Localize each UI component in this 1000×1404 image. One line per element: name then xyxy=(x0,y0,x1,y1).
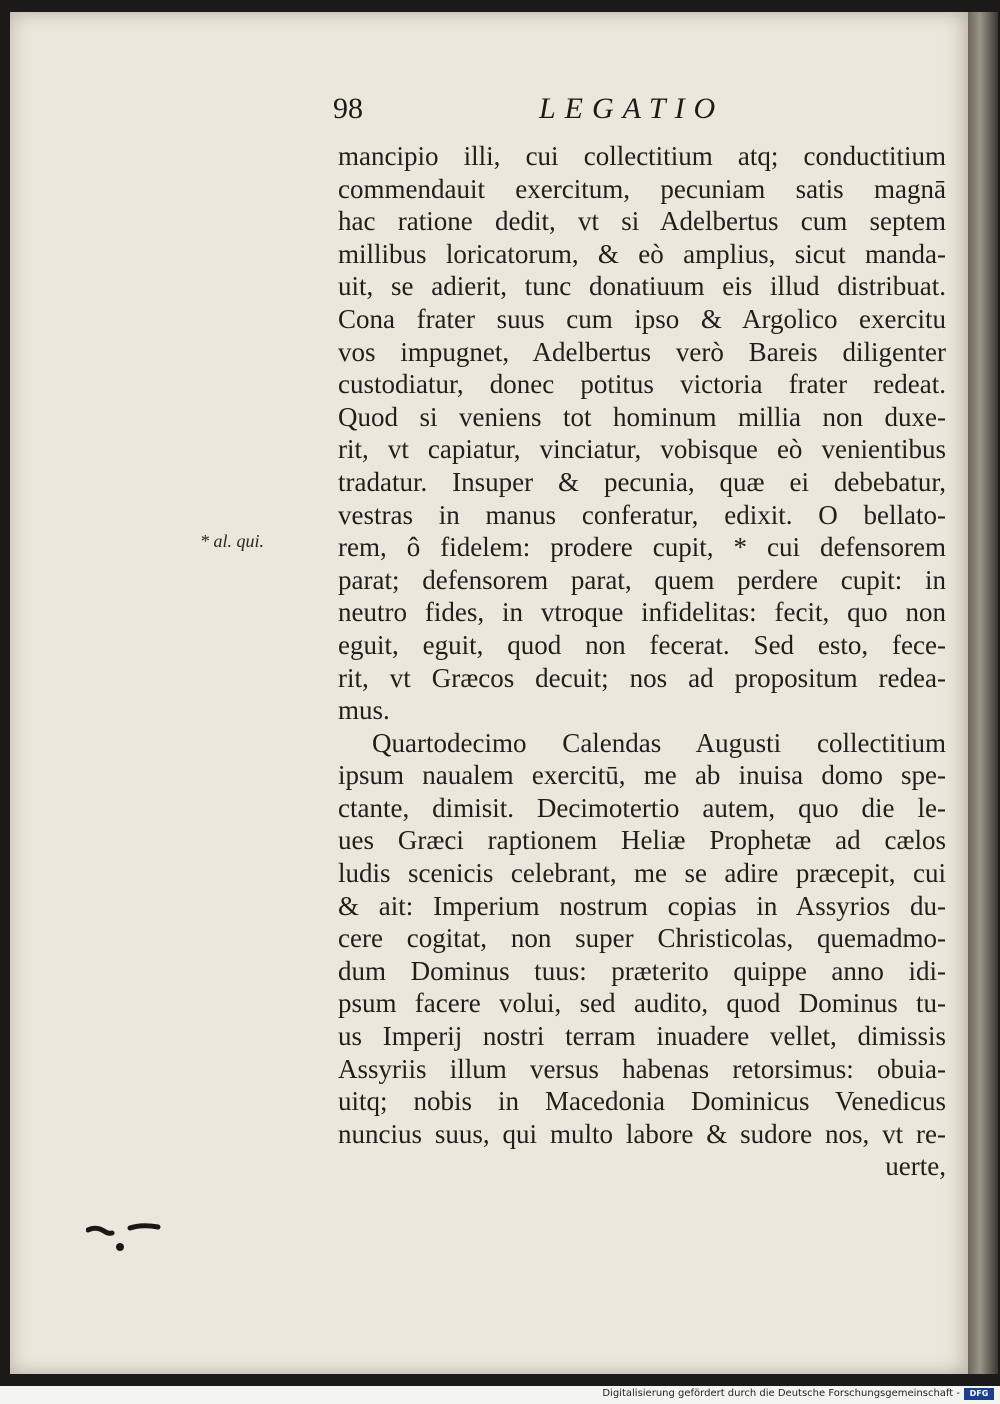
text-line: ludis scenicis celebrant, me se adire præcepit, cui xyxy=(338,858,946,889)
text-line: tradatur. Insuper & pecunia, quæ ei debebatur, xyxy=(338,466,946,497)
text-line: mancipio illi, cui collectitium atq; conductitium xyxy=(338,141,946,171)
body-text xyxy=(338,140,946,1183)
running-title: LEGATIO xyxy=(539,92,725,125)
text-line: uitq; nobis in Macedonia Dominicus Venedicus xyxy=(338,1086,946,1117)
funding-credit: Digitalisierung gefördert durch die Deutsche Forschungsgemeinschaft - xyxy=(602,1388,960,1399)
text-line: ipsum naualem exercitū, me ab inuisa domo spe- xyxy=(338,760,946,791)
text-line: vestras in manus conferatur, edixit. O bellato- xyxy=(338,499,946,530)
page-number: 98 xyxy=(333,92,363,125)
catchword: uerte, xyxy=(885,1151,946,1182)
text-line: ues Græci raptionem Heliæ Prophetæ ad cælos xyxy=(338,825,946,856)
text-line: nuncius suus, qui multo labore & sudore nos, vt re- xyxy=(338,1118,946,1149)
page-edge-shadow xyxy=(968,12,998,1374)
margin-note: * al. qui. xyxy=(200,531,265,551)
text-line: hac ratione dedit, vt si Adelbertus cum septem xyxy=(338,206,946,237)
text-line: rit, vt capiatur, vinciatur, vobisque eò venientibus xyxy=(338,434,946,465)
ink-smudge xyxy=(86,1222,166,1258)
text-line: & ait: Imperium nostrum copias in Assyrios du- xyxy=(338,890,946,921)
text-line: Quartodecimo Calendas Augusti collectitium xyxy=(372,727,946,758)
text-line: uit, se adierit, tunc donatiuum eis illud distribuat. xyxy=(338,271,946,302)
text-line: eguit, eguit, quod non fecerat. Sed esto, fece- xyxy=(338,629,946,660)
text-line: millibus loricatorum, & eò amplius, sicut manda- xyxy=(338,238,946,269)
text-line: mus. xyxy=(338,695,390,726)
text-line: Cona frater suus cum ipso & Argolico exercitu xyxy=(338,303,946,334)
text-line: parat; defensorem parat, quem perdere cupit: in xyxy=(338,564,946,595)
text-line: us Imperij nostri terram inuadere vellet, dimissis xyxy=(338,1021,946,1052)
text-line: rem, ô fidelem: prodere cupit, * cui defensorem xyxy=(338,532,946,563)
text-line: neutro fides, in vtroque infidelitas: fecit, quo non xyxy=(338,597,946,628)
footer-bar xyxy=(0,1386,1000,1404)
text-line: psum facere volui, sed audito, quod Dominus tu- xyxy=(338,988,946,1019)
text-line: vos impugnet, Adelbertus verò Bareis diligenter xyxy=(338,336,946,367)
dfg-logo: DFG xyxy=(964,1388,994,1400)
text-line: rit, vt Græcos decuit; nos ad propositum redea- xyxy=(338,662,946,693)
text-line: ctante, dimisit. Decimotertio autem, quo die le- xyxy=(338,792,946,823)
text-line: commendauit exercitum, pecuniam satis magnā xyxy=(338,173,946,204)
page-header xyxy=(333,92,943,132)
text-line: cere cogitat, non super Christicolas, quemadmo- xyxy=(338,923,946,954)
text-line: custodiatur, donec potitus victoria frater redeat. xyxy=(338,369,946,400)
text-line: Assyriis illum versus habenas retorsimus: obuia- xyxy=(338,1053,946,1084)
text-line: Quod si veniens tot hominum millia non duxe- xyxy=(338,401,946,432)
text-line: dum Dominus tuus: præterito quippe anno idi- xyxy=(338,955,946,986)
